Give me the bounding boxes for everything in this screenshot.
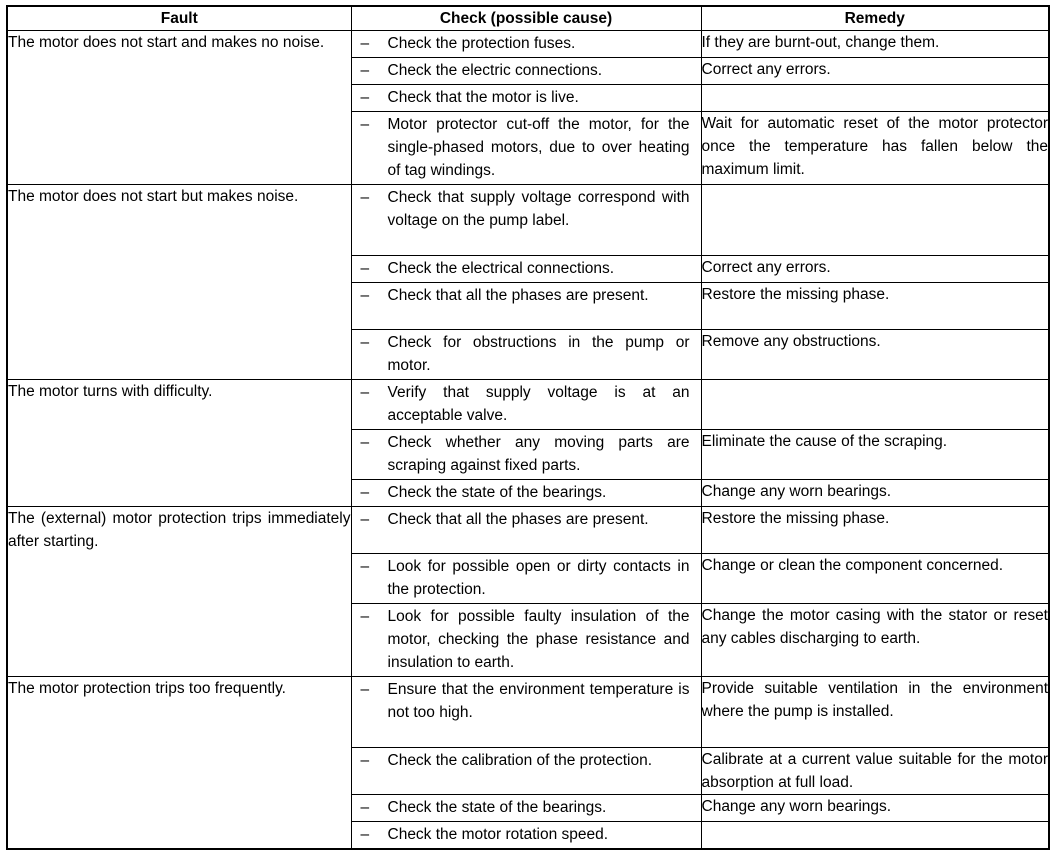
check-cell <box>351 185 701 256</box>
list-dash-marker: – <box>360 62 370 79</box>
check-text: Look for possible open or dirty contacts in the protection. <box>387 558 690 598</box>
check-cell <box>351 604 701 677</box>
list-dash-marker: – <box>360 826 370 843</box>
check-text: Check the electrical connections. <box>387 260 615 277</box>
check-text: Check that the motor is live. <box>387 89 579 106</box>
check-text: Motor protector cut-off the motor, for the single-phased motors, due to over heating of tag windings. <box>387 116 690 179</box>
remedy-cell: Change the motor casing with the stator or reset any cables discharging to earth. <box>701 604 1049 677</box>
check-cell <box>351 554 701 604</box>
check-cell <box>351 283 701 330</box>
check-cell <box>351 507 701 554</box>
check-cell <box>351 330 701 380</box>
check-cell <box>351 31 701 58</box>
check-text: Check for obstructions in the pump or motor. <box>387 334 690 374</box>
check-text: Check the state of the bearings. <box>387 484 607 501</box>
check-text: Check the motor rotation speed. <box>387 826 609 843</box>
check-cell <box>351 677 701 748</box>
list-dash-marker: – <box>360 189 370 206</box>
header-row <box>7 6 1049 31</box>
list-dash-marker: – <box>360 752 370 769</box>
fault-cell: The motor turns with difficulty. <box>7 380 351 507</box>
remedy-cell <box>701 185 1049 256</box>
check-text: Check the electric connections. <box>387 62 603 79</box>
remedy-cell: Change any worn bearings. <box>701 795 1049 822</box>
remedy-cell: Remove any obstructions. <box>701 330 1049 380</box>
check-cell <box>351 85 701 112</box>
remedy-cell: Restore the missing phase. <box>701 507 1049 554</box>
check-text: Check that all the phases are present. <box>387 511 649 528</box>
check-text: Check that supply voltage correspond with voltage on the pump label. <box>387 189 690 229</box>
check-cell <box>351 480 701 507</box>
list-dash-marker: – <box>360 799 370 816</box>
check-text: Check the calibration of the protection. <box>387 752 653 769</box>
list-dash-marker: – <box>360 434 370 451</box>
list-dash-marker: – <box>360 260 370 277</box>
remedy-cell: Change any worn bearings. <box>701 480 1049 507</box>
fault-cell: The (external) motor protection trips immediately after starting. <box>7 507 351 677</box>
header-remedy: Remedy <box>701 6 1049 31</box>
check-text: Check the protection fuses. <box>387 35 576 52</box>
check-text: Check that all the phases are present. <box>387 287 649 304</box>
remedy-cell <box>701 85 1049 112</box>
check-cell <box>351 795 701 822</box>
check-cell <box>351 822 701 850</box>
troubleshooting-table <box>6 5 1050 850</box>
check-text: Look for possible faulty insulation of the motor, checking the phase resistance and insulation to earth. <box>387 608 690 671</box>
check-cell <box>351 58 701 85</box>
remedy-cell <box>701 822 1049 850</box>
remedy-cell: Calibrate at a current value suitable for the motor absorption at full load. <box>701 748 1049 795</box>
header-check: Check (possible cause) <box>351 6 701 31</box>
list-dash-marker: – <box>360 384 370 401</box>
fault-cell: The motor does not start but makes noise. <box>7 185 351 380</box>
list-dash-marker: – <box>360 35 370 52</box>
check-text: Ensure that the environment temperature is not too high. <box>387 681 690 721</box>
remedy-cell: Eliminate the cause of the scraping. <box>701 430 1049 480</box>
remedy-cell: If they are burnt-out, change them. <box>701 31 1049 58</box>
list-dash-marker: – <box>360 89 370 106</box>
remedy-cell: Correct any errors. <box>701 256 1049 283</box>
header-fault: Fault <box>7 6 351 31</box>
remedy-cell: Correct any errors. <box>701 58 1049 85</box>
fault-cell: The motor does not start and makes no noise. <box>7 31 351 185</box>
remedy-cell: Restore the missing phase. <box>701 283 1049 330</box>
check-cell <box>351 748 701 795</box>
table-row <box>7 31 1049 58</box>
check-text: Verify that supply voltage is at an acceptable valve. <box>387 384 690 424</box>
remedy-cell: Change or clean the component concerned. <box>701 554 1049 604</box>
fault-cell: The motor protection trips too frequently. <box>7 677 351 850</box>
list-dash-marker: – <box>360 511 370 528</box>
list-dash-marker: – <box>360 558 370 575</box>
list-dash-marker: – <box>360 484 370 501</box>
check-cell <box>351 256 701 283</box>
list-dash-marker: – <box>360 681 370 698</box>
list-dash-marker: – <box>360 608 370 625</box>
remedy-cell: Provide suitable ventilation in the environment where the pump is installed. <box>701 677 1049 748</box>
remedy-cell <box>701 380 1049 430</box>
list-dash-marker: – <box>360 287 370 304</box>
check-cell <box>351 430 701 480</box>
list-dash-marker: – <box>360 334 370 351</box>
check-text: Check whether any moving parts are scraping against fixed parts. <box>387 434 690 474</box>
table-row <box>7 507 1049 554</box>
check-cell <box>351 112 701 185</box>
check-text: Check the state of the bearings. <box>387 799 607 816</box>
table-row <box>7 677 1049 748</box>
check-cell <box>351 380 701 430</box>
remedy-cell: Wait for automatic reset of the motor protector once the temperature has fallen below the maximum limit. <box>701 112 1049 185</box>
table-row <box>7 185 1049 256</box>
list-dash-marker: – <box>360 116 370 133</box>
table-row <box>7 380 1049 430</box>
